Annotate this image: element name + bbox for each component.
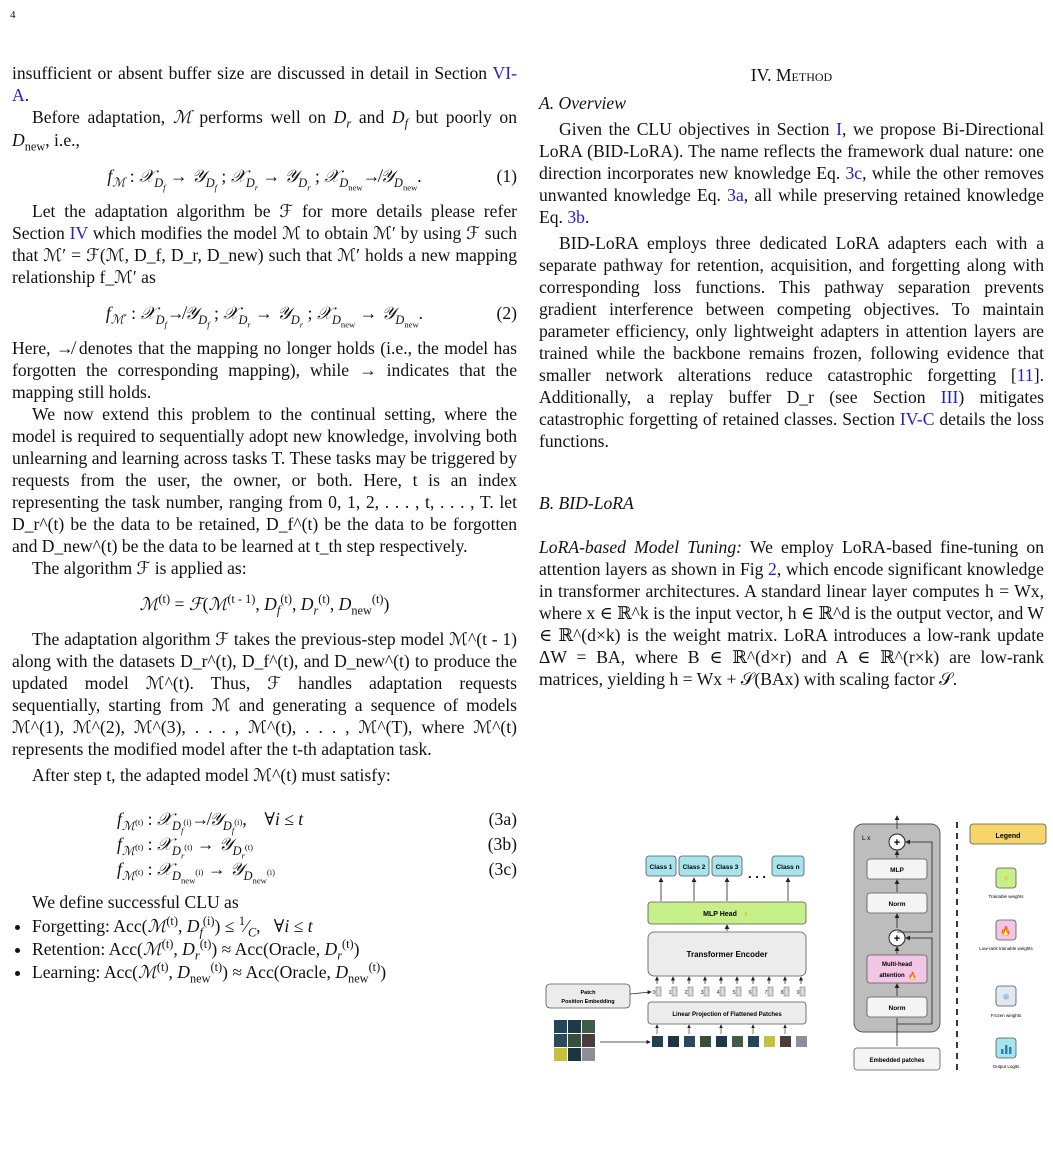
paragraph-continual-setting: We now extend this problem to the continual setting, where the model is required to sequentially adopt new knowledge, involving both unlearning and learning across tasks T. These tasks may be triggered by requests from the user, the owner, or both. Here, t is an index representing the task number, ranging from 0, 1, 2, . . . , t, . . . , T. let D_r^(t) be the data to be retained, D_f^(t) be the data to be forgotten and D_new^(t) be the data to be learned at t_th step respectively. [12, 404, 517, 556]
flattened-patches [652, 1036, 807, 1047]
svg-text:Patch: Patch [580, 990, 596, 996]
equation-2: $f_{ℳ'}$ : 𝒳$_{D_f}$↛𝒴$_{D_f}$ ; 𝒳$_{D_r}$ → 𝒴$_{D_r}$ ; 𝒳$_{D_{new}}$ → 𝒴$_{D_{new}}$. (2) [105, 303, 517, 329]
svg-text:3: 3 [700, 990, 704, 996]
svg-text:⚡: ⚡ [1002, 874, 1010, 884]
svg-text:4: 4 [716, 990, 720, 996]
svg-text:9: 9 [796, 990, 800, 996]
criteria-list [12, 915, 517, 984]
architecture-figure [540, 814, 1050, 1084]
svg-text:+: + [893, 837, 901, 849]
svg-text:🔥: 🔥 [1000, 926, 1012, 936]
paragraph-adaptation-algorithm: Let the adaptation algorithm be ℱ for more details please refer Section IV which modifies the model ℳ to obtain ℳ′ by using ℱ such that ℳ′ = ℱ(ℳ, D_f, D_r, D_new) such that ℳ′ holds a new mapping relationship f_ℳ′ as [12, 201, 518, 287]
equation-3b: $f_{ℳ^{(t)}}$ : 𝒳$_{D_r^{(t)}}$ → 𝒴$_{D_r^{(t)}}$ (3b) [117, 834, 517, 860]
svg-text:7: 7 [764, 990, 768, 996]
equation-1: $f_ℳ$ : 𝒳$_{D_f}$ → 𝒴$_{D_f}$ ; 𝒳$_{D_r}$ → 𝒴$_{D_r}$ ; 𝒳$_{D_{new}}$↛𝒴$_{D_{new}}$. (1) [107, 166, 517, 192]
svg-text:❄: ❄ [1002, 992, 1010, 1002]
equation-model-update: ℳ$^{(t)}$ = ℱ(ℳ$^{(t - 1)}$, $D_f^{(t)}$, $D_r^{(t)}$, $D_{new}^{(t)}$) [139, 592, 390, 618]
paragraph-lora-tuning: LoRA-based Model Tuning: We employ LoRA-based fine-tuning on attention layers as shown in Fig 2, which encode significant knowledge in transformer architectures. A standard linear layer computes h = Wx, where x ∈ ℝ^k is the input vector, h ∈ ℝ^d is the output vector, and W ∈ ℝ^(d×k) is the weight matrix. LoRA introduces a low-rank update ΔW = BA, where B ∈ ℝ^(d×r) and A ∈ ℝ^(r×k) are low-rank matrices, yielding h = Wx + 𝒮(BAx) with scaling factor 𝒮. [539, 537, 1044, 689]
paragraph-sequential: The adaptation algorithm ℱ takes the previous-step model ℳ^(t - 1) along with the datasets D_r^(t), D_f^(t), and D_new^(t) to produce the updated model ℳ^(t). Thus, ℱ handles adaptation requests sequentially, starting from ℳ and generating a sequence of models ℳ^(1), ℳ^(2), ℳ^(3), . . . , ℳ^(t), . . . , ℳ^(T), where ℳ^(t) represents the modified model after the t-th adaptation task. [12, 629, 517, 759]
flame-icon: 🔥 [908, 973, 917, 980]
lightning-icon: ⚡ [743, 910, 749, 919]
svg-text:Legend: Legend [995, 833, 1021, 840]
paragraph-overview: Given the CLU objectives in Section I, we propose Bi-Directional LoRA (BID-LoRA). The name reflects the framework dual nature: one direction incorporates new knowledge Eq. 3c, while the other removes unwanted knowledge Eq. 3a, all while preserving retained knowledge Eq. 3b. [539, 119, 1045, 227]
svg-text:2: 2 [684, 990, 688, 996]
svg-text:Norm: Norm [888, 901, 906, 908]
paragraph-algorithm-applied: The algorithm ℱ is applied as: [32, 558, 247, 578]
svg-text:1: 1 [668, 990, 672, 996]
svg-text:0: 0 [652, 990, 656, 996]
paragraph-define-clu: We define successful CLU as [32, 892, 239, 912]
linear-projection-label: Linear Projection of Flattened Patches [672, 1012, 782, 1018]
section-link[interactable]: IV-C [899, 409, 935, 429]
paragraph-buffer: insufficient or absent buffer size are discussed in detail in Section VI-A. [12, 63, 517, 105]
paragraph-before-adaptation: Before adaptation, ℳ performs well on $D_r$ and $D_f$ but poorly on $D_{new}$, i.e., [12, 107, 517, 154]
svg-text:Embedded patches: Embedded patches [869, 1058, 925, 1064]
left-column [12, 62, 517, 984]
class-label: Class n [776, 864, 800, 871]
layer-repeat-label: L x [862, 835, 871, 842]
svg-text:Low-rank trainable weights: Low-rank trainable weights [979, 946, 1033, 951]
svg-text:Frozen weights: Frozen weights [990, 1013, 1022, 1018]
class-label: Class 1 [649, 864, 673, 871]
equation-link[interactable]: 3a [727, 185, 744, 205]
page-number: 4 [10, 9, 16, 21]
svg-text:Position Embedding: Position Embedding [561, 999, 615, 1005]
equation-3-group [12, 808, 517, 885]
figure-link[interactable]: 2 [768, 559, 777, 579]
class-label: Class 2 [682, 864, 706, 871]
criterion-retention: • Retention: Acc(ℳ$^{(t)}$, $D_r^{(t)}$) ≈ Acc(Oracle, $D_r^{(t)}$) [32, 938, 517, 961]
svg-text:Output Logits: Output Logits [992, 1064, 1020, 1069]
svg-text:5: 5 [732, 990, 736, 996]
input-image-grid [554, 1020, 595, 1061]
svg-text:MLP: MLP [890, 867, 904, 874]
section-link[interactable]: III [940, 387, 959, 407]
transformer-encoder-label: Transformer Encoder [686, 950, 768, 959]
paragraph-notation: Here, ↛ denotes that the mapping no longer holds (i.e., the model has forgotten the corresponding mapping), while → indicates that the mapping still holds. [12, 338, 517, 402]
svg-text:Multi-head: Multi-head [882, 962, 912, 968]
citation-link[interactable]: 11 [1016, 365, 1034, 385]
mlp-head-label: MLP Head [703, 911, 737, 918]
paragraph-after-step: After step t, the adapted model ℳ^(t) must satisfy: [32, 765, 391, 785]
equation-3a: $f_{ℳ^{(t)}}$ : 𝒳$_{D_f^{(i)}}$↛𝒴$_{D_f^{(i)}}$, ∀i ≤ t (3a) [117, 809, 517, 835]
equation-number: (1) [496, 166, 517, 186]
svg-text:Trainable weights: Trainable weights [988, 894, 1024, 899]
class-boxes [646, 856, 804, 881]
class-label: Class 3 [715, 864, 739, 871]
svg-text:+: + [893, 933, 901, 945]
equation-3c: $f_{ℳ^{(t)}}$ : 𝒳$_{D_{new}^{(i)}}$ → 𝒴$_{D_{new}^{(i)}}$ (3c) [117, 859, 517, 885]
right-column [539, 62, 1044, 690]
equation-number: (3a) [488, 809, 517, 829]
equation-number: (3b) [487, 834, 517, 854]
equation-number: (2) [496, 303, 517, 323]
svg-text:Norm: Norm [888, 1005, 906, 1012]
equation-link[interactable]: 3c [845, 163, 863, 183]
position-tokens [652, 987, 805, 996]
criterion-learning: • Learning: Acc(ℳ$^{(t)}$, $D_{new}^{(t)}$) ≈ Acc(Oracle, $D_{new}^{(t)}$) [32, 961, 517, 984]
paragraph-adapters: BID-LoRA employs three dedicated LoRA adapters each with a separate pathway for retention, acquisition, and forgetting along with corresponding loss functions. This pathway separation prevents gradient interference between competing objectives. To maintain parameter efficiency, only lightweight adapters in attention layers are trained while the backbone remains frozen, following evidence that smaller network alterations reduce catastrophic forgetting [11]. Additionally, a replay buffer D_r (see Section III) mitigates catastrophic forgetting of retained classes. Section IV-C details the loss functions. [539, 233, 1044, 451]
section-link[interactable]: I [836, 119, 842, 139]
subsection-overview: A. Overview [539, 93, 626, 113]
class-ellipsis: . . . [747, 866, 767, 881]
section-heading: IV. Method [750, 65, 833, 85]
subsection-bid-lora: B. BID-LoRA [539, 493, 634, 513]
equation-link[interactable]: 3b [567, 207, 585, 227]
svg-text:8: 8 [780, 990, 784, 996]
equation-number: (3c) [488, 859, 517, 879]
criterion-forgetting: • Forgetting: Acc(ℳ$^{(t)}$, $D_f^{(i)}$) ≤ $^1⁄_C$, ∀i ≤ t [32, 915, 517, 938]
section-link[interactable]: IV [69, 223, 88, 243]
svg-text:attention: attention [879, 973, 905, 979]
svg-text:6: 6 [748, 990, 752, 996]
section-link[interactable]: VI-A [12, 63, 517, 105]
